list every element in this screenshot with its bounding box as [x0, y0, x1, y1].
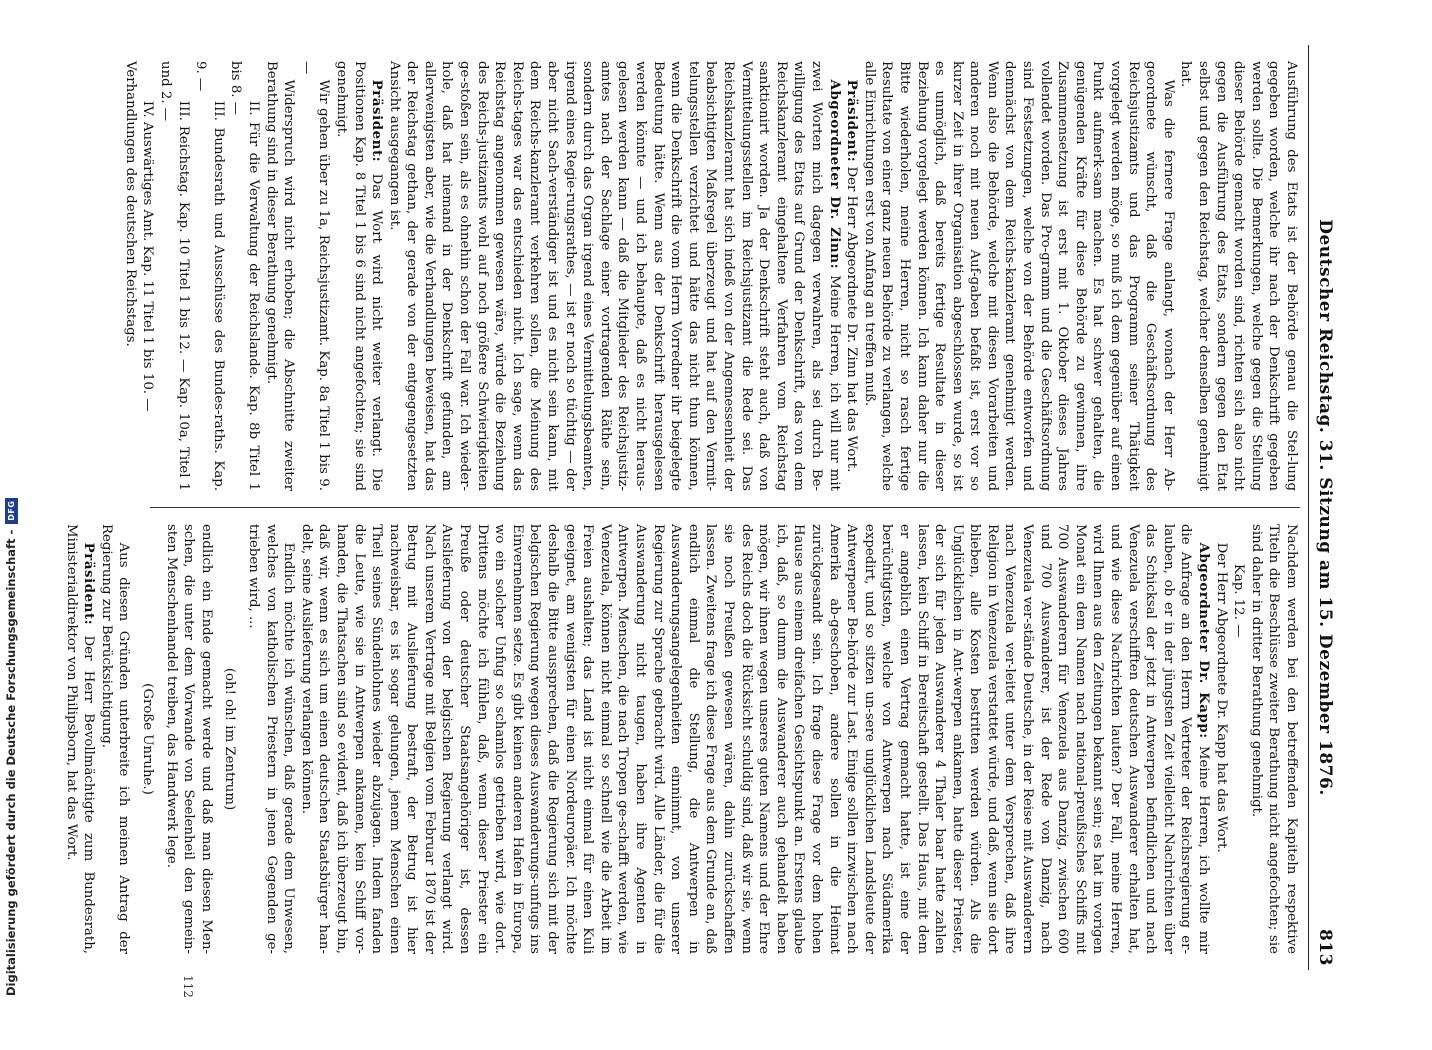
speaker-name: Präsident: — [369, 79, 385, 163]
speech-paragraph — [297, 524, 1212, 954]
digitization-credit — [4, 498, 18, 996]
paragraph: Was die fernere Frage anlangt, wonach der Herr Ab-geordnete wünscht, daß die Geschäftsordnung des Reichsjustizamts und das Programm seiner Thätigkeit vorgelegt werden möge, so muß ich dem gegenüber auf einen Punkt aufmerk-sam machen. Es hat schwer gehalten, die genügenden Kräfte für diese Behörde zu gewinnen, ihre Zusammensetzung ist erst mit 1. Oktober dieses Jahres vollendet worden. Das Pro-gramm und die Geschäftsordnung sind Festsetzungen, welche von der Behörde entworfen und demnächst von dem Reichs-kanzleramt genehmigt werden. Wenn also die Behörde, welche mit diesen Vorarbeiten und anderen noch mit neuen Auf-gaben befaßt ist, erst vor so kurzer Zeit in ihrer Organisation abgeschlossen wurde, so ist es unmöglich, daß bereits fertige Resultate in dieser Beziehung vorgelegt werden können. Ich kann daher nur die Bitte wiederholen, meine Herren, nicht so rasch fertige Resultate von einer ganz neuen Behörde zu verlangen, welche alle Einrichtungen erst von Anfang an treffen muß. — [861, 61, 1176, 491]
right-column — [63, 508, 1300, 970]
speech-paragraph — [62, 524, 97, 954]
speech-text: Der Herr Abgeordnete Dr. Zinn hat das Wort. — [844, 166, 860, 473]
speaker-name: Präsident: — [81, 542, 97, 626]
interjection: (Große Unruhe.) — [140, 683, 155, 795]
paragraph: Endlich möchte ich wünschen, daß gerade dem Unwesen, welches von katholischen Priestern in jenen Gegenden ge-trieben wird, ... — [245, 524, 297, 954]
left-column — [122, 45, 1300, 507]
paragraph: Nachdem werden bei den betreffenden Kapiteln respektive Titeln die Beschlüsse zweiter Berathung nicht angefochten; sie sind daher in dritter Berathung genehmigt. — [1248, 524, 1299, 954]
document-page — [63, 35, 1345, 998]
speaker-name: Abgeordneter Dr. Kapp: — [1196, 542, 1212, 739]
speech-paragraph — [332, 61, 385, 491]
running-title: Deutscher Reichstag. 31. Sitzung am 15. Dezember 1876. — [1315, 219, 1335, 796]
interjection: (oh! oh! im Zentrum) — [222, 667, 238, 811]
budget-item: III. Bundesrath und Ausschüsse des Bundes-raths. Kap. 9. — — [193, 61, 226, 491]
speech-paragraph — [843, 61, 861, 491]
speaker-name: Abgeordneter Dr. Zinn: — [826, 79, 842, 270]
speech-text: Meine Herren, ich wollte mir die Anfrage an den Herrn Vertreter der Reichsregierung er-lauben, ob er in der jüngsten Zeit vielleicht Nachrichten über das Schicksal der jetzt in Antwerpen befindlichen und nach Venezuela verschifften deutschen Auswanderer erhalten hat, und wie diese Nachrichten lauten? Der Fall, meine Herren, wird Ihnen aus den Zeitungen bekannt sein; es hat im vorigen Monat ein dem Namen nach national-preußisches Schiffs mit 700 Auswanderern für Venezuela aus Danzig, zwischen 600 und 700 Auswanderer, ist der Rede von Danzig, nach Venezuela ver-stände Deutsche, in der Reise mit Auswanderern nach Venezuela ver-leitet unter dem Versprechen, daß ihre Religion in Venezuela verstattet würde, und daß, wenn sie dort blieben, alle Kosten bestritten werden würden. Als die Unglücklichen in Ant-werpen ankamen, hatte dieser Priester, der sich für jeden Auswanderer 4 Thaler baar hatte zahlen lassen, kein Schiff in Bereitschaft gestellt. Das Haus, mit dem er angeblich einen Vertrag gemacht hatte, ist eine der berüchtigtsten, welche von Antwerpen nach Südamerika expedirt, und so sitzen un-sere unglücklichen Landsleute der Antwerpener Be-hörde zur Last. Einige sollen inzwischen nach Amerika ab-geschoben, andere sollen in die Heimat zurückgesandt sein. Ich frage diese Frage vor dem hohen Hause aus einem dreifachen Gesichtspunkt an. Erstens glaube ich, daß, so dumm die Auswanderer auch gehandelt haben mögen, wir ihnen wegen unseres guten Namens und der Ehre des Reichs doch die Rücksicht schuldig sind, daß wir sie, wenn sie noch Preußen gewesen wären, dahin zurückschaffen lassen. Zweitens frage ich diese Frage aus dem Grunde an, daß endlich einmal die Stellung, die Antwerpen in Auswanderungsangelegenheiten einnimmt, von unserer Regierung zur Sprache gebracht wird. Alle Länder, die für die Auswanderung nicht taugen, haben ihre Agenten in Antwerpen. Menschen, die nach Tropen ge-schafft werden, wie Venezuela, können nicht einmal so schnell wie die Arbeit im Freien aushalten; das Land ist nicht einmal für einen Kuli geeignet, am wenigsten für einen Nordeuropäer. Ich möchte deshalb die Bitte aussprechen, daß die Regierung sich mit der belgischen Regierung wegen dieses Auswanderungs-unfugs ins Einvernehmen setze. Es gibt keinen anderen Hafen in Europa, wo ein solcher Unfug so schamlos getrieben wird, wie dort. Drittens möchte ich fühlen, daß, wenn dieser Priester ein Preuße oder deutscher Staatsangehöriger ist, dessen Auslieferung von der belgischen Regierung verlangt wird. Nach unserem Vertrage mit Belgien vom Februar 1870 ist der Betrug mit Auslieferung bestraft, der Betrug ist hier nachweisbar, es ist sogar gelungen, jenem Menschen einen Theil seines Sündenlohnes wieder abzujagen. Indem fanden die Leute, wie sie in Antwerpen ankamen, kein Schiff vor-handen, die Thatsachen sind so evident, daß ich überzeugt bin, daß wir, wenn es sich um einen deutschen Staatsbürger han-delt, seine Auslieferung verlangen können. — [298, 524, 1212, 955]
credit-text: Digitalisierung gefördert durch die Deutsche Forschungsgemeinschaft - — [4, 529, 18, 996]
paragraph: endlich ein Ende gemacht werde und daß man diesen Men-schen, die unter dem Vorwande von Seelenheil den gemein-sten Menschenhandel treiben, das Handwerk lege. — [163, 524, 214, 954]
paragraph: Verhandlungen des deutschen Reichstags. — [122, 61, 138, 347]
sheet-signature: 112 — [181, 975, 195, 998]
speech-paragraph — [385, 61, 842, 491]
paragraph: Wir gehen über zu 1a, Reichsjustizamt. Kap. 8a Titel 1 bis 9. — — [298, 61, 332, 491]
speech-text: Das Wort wird nicht weiter verlangt. Die Positionen Kap. 8 Titel 1 bis 6 sind nicht angefochten; sie sind genehmigt. — [333, 61, 385, 491]
text-columns — [63, 45, 1300, 970]
paragraph: Aus diesen Gründen unterbreite ich meinen Antrag der Regierung zur Berücksichtigung. — [98, 524, 132, 954]
budget-item: III. Reichstag. Kap. 10 Titel 1 bis 12. — Kap. 10a, Titel 1 und 2. — — [158, 61, 191, 491]
page-number: 813 — [1315, 929, 1335, 966]
speech-text: Der Herr Bevollmächtigte zum Bundesrath, Ministerialdirektor von Philipsborn, hat das Wort. — [63, 524, 97, 954]
paragraph: Ausführung des Etats ist der Behörde genau die Stel-lung gegeben worden, welche ihr nach der Denkschrift gegeben werden sollte. Die Bemerkungen, welche gegen die Stellung dieser Behörde gemacht worden sind, richten sich also nicht gegen die Ausführung des Etats, sondern gegen den Etat selbst und gegen den Reichstag, welcher denselben genehmigt hat. — [1178, 61, 1299, 491]
budget-item: Kap. 12. — — [1231, 563, 1247, 638]
speech-text: Meine Herren, ich will nur mit zwei Worten mich dagegen verwahren, als sei durch Be-willigung des Etats auf Grund der Denkschrift, das von dem Reichskanzleramt eingehaltene Verfahren vom Reichstag sanktionirt worden. Ja der Denkschrift steht auch, daß von Vermittelungsstellen im Reichsjustizamt die Rede sei. Das Reichskanzleramt hat sich indeß von der Angemessenheit der beabsichtigten Maßregel überzeugt und hat auf den Vermit-telungsstellen verzichtet und hätte das nicht thun können, wenn die Denkschrift die vom Herrn Vorredner ihr beigelegte Bedeutung hätte. Wenn aus der Denkschrift herausgelesen werden könnte — und ich behaupte, daß es nicht heraus-gelesen werden kann — daß die Mitglieder des Reichsjustiz-amtes nach der Sachlage einer vortragenden Räthe sein, sondern durch das Organ irgend eines Vermittelungsbeamten, irgend eines Regie-rungsrathes, — ist er noch so tüchtig — der aber nicht Sach-verständiger ist und es nicht sein kann, mit dem Reichs-kanzleramt verkehren sollen, die Meinung des Reichs-tages war das entschieden nicht. Ich sage, wenn das Reichstag angenommen gewesen wäre, würde die Beziehung des Reichs-justizamts wohl auf noch größere Schwierigkeiten ge-stoßen sein, als es ohnehin schon der Fall war. Ich wieder-hole, daß hat niemand in der Denkschrift gefunden, am allerwenigsten aber, wie die Verhandlungen beweisen, hat das der Reichstag gethan, der gerade von der entgegengesetzten Ansicht ausgegangen ist. — [386, 61, 842, 492]
paragraph: Widerspruch wird nicht erhoben; die Abschnitte zweiter Berathung sind in dieser Berathung genehmigt. — [263, 61, 297, 491]
budget-item: IV. Auswärtiges Amt. Kap. 11 Titel 1 bis 10. — — [140, 100, 156, 412]
budget-item: II. Für die Verwaltung der Reichslande. Kap. 8b Titel 1 bis 8. — — [228, 61, 261, 491]
speaker-name: Präsident: — [844, 79, 860, 163]
running-head — [1308, 45, 1339, 970]
paragraph: Der Herr Abgeordnete Dr. Kapp hat das Wort. — [1213, 542, 1229, 853]
dfg-logo-icon: DFG — [5, 498, 18, 524]
